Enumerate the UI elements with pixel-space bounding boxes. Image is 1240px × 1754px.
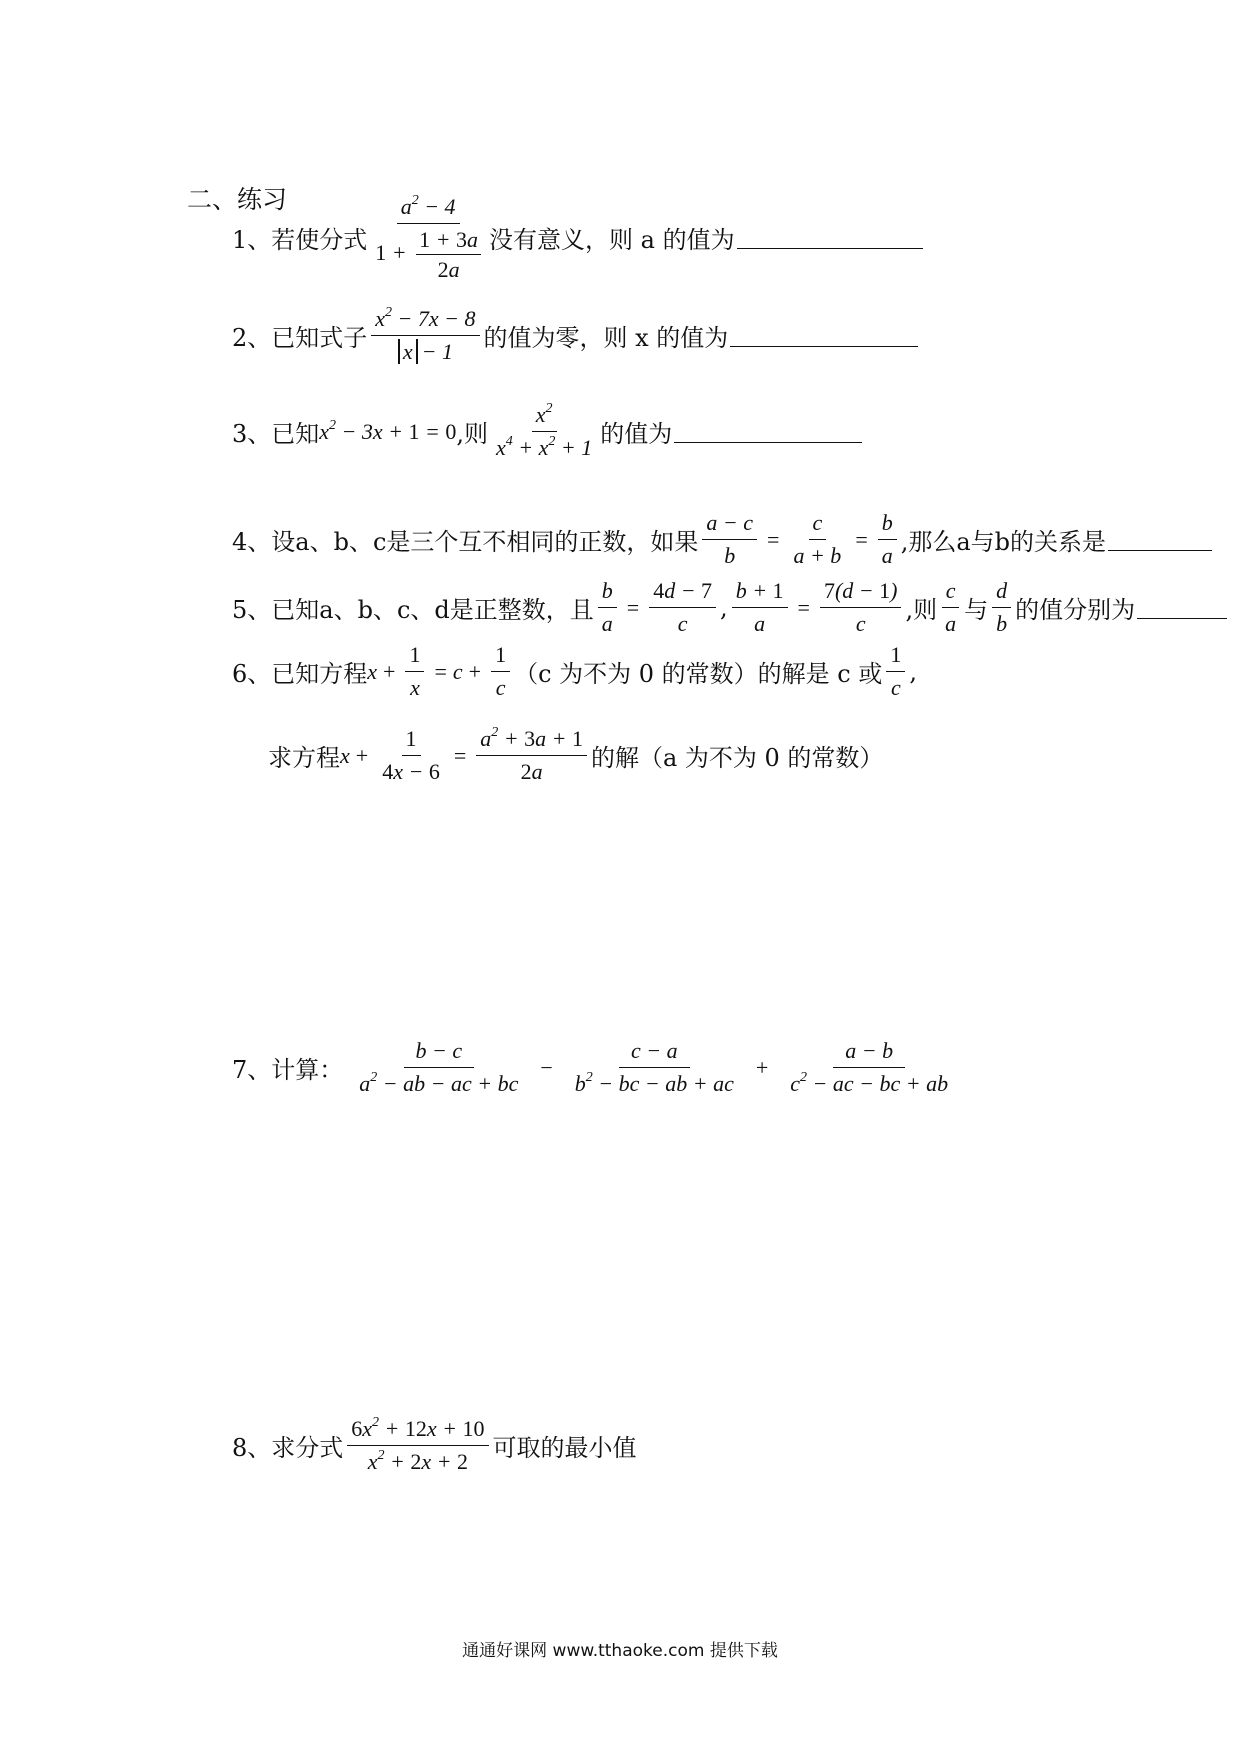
fraction-expression: $\frac{7(d - 1)}{c}$	[820, 578, 902, 638]
problem-3	[232, 402, 862, 462]
fraction-expression: $\frac{c}{a}$	[941, 578, 960, 638]
fraction-expression: $\frac{b}{a}$	[878, 510, 897, 570]
problem-text: 求分式	[271, 1434, 344, 1463]
answer-blank	[730, 324, 918, 347]
problem-text: 的值为零，则 x 的值为	[483, 324, 729, 353]
fraction-expression: $\frac{b - c}{a^2 - ab - ac + bc}$	[359, 1038, 519, 1097]
problem-number: 5、	[232, 596, 272, 625]
problem-text: （c 为不为 0 的常数）的解是 c 或	[514, 660, 883, 689]
answer-blank	[1108, 528, 1212, 551]
problem-text: ,那么a与b的关系是	[900, 528, 1107, 557]
footer-credit: 通通好课网 www.tthaoke.com 提供下载	[462, 1641, 778, 1661]
fraction-expression: $\frac{1}{x}$	[405, 642, 424, 702]
fraction-expression: $\frac{1}{c}$	[886, 642, 905, 702]
problem-text: 的值为	[600, 420, 673, 449]
fraction-expression: $\frac{4d - 7}{c}$	[649, 578, 716, 638]
problem-text: 已知方程	[271, 660, 368, 689]
problem-text: 求方程	[268, 744, 340, 773]
problem-6: 6、 已知方程 x + $\frac{1}{x}$ = c + $\frac{1}{c}$ （c 为不为 0 的常数）的解是 c 或 $\frac{1}{c}$ ,	[232, 642, 918, 701]
fraction-expression: $\frac{a - c}{b}$	[702, 510, 757, 570]
problem-text: ,	[909, 657, 918, 686]
problem-text: 的值分别为	[1015, 596, 1136, 625]
problem-7: 7、 计算： $\frac{b - c}{a^2 - ab - ac + bc}$ − $\frac{c - a}{b^2 - bc - ab + ac}$ + $\frac{a - b}{c^2 - ac - bc + ab}$	[232, 1038, 964, 1098]
fraction-expression: $\frac{d}{b}$	[992, 578, 1011, 638]
problem-text: 与	[964, 596, 989, 625]
problem-text: 若使分式	[271, 226, 368, 255]
problem-number: 8、	[232, 1434, 272, 1463]
fraction-expression: $a^2 - 4$ 1 + $\frac{1 + 3a}{2a}$	[371, 194, 485, 283]
section-title: 二、练习	[187, 185, 288, 214]
problem-number: 3、	[232, 420, 272, 449]
problem-2	[232, 306, 918, 366]
fraction-expression: $\frac{b}{a}$	[598, 578, 617, 638]
problem-number: 4、	[232, 528, 272, 557]
fraction-expression: $\frac{b + 1}{a}$	[732, 578, 788, 638]
problem-8	[232, 1416, 637, 1476]
problem-text: ,则	[456, 420, 489, 449]
problem-1	[232, 194, 923, 283]
fraction-expression: $\frac{a^2 + 3a + 1}{2a}$	[476, 726, 587, 786]
problem-text: 已知	[271, 420, 320, 449]
problem-number: 1、	[232, 226, 272, 255]
problem-text: 已知a、b、c、d是正整数，且	[271, 596, 594, 625]
fraction-expression: $\frac{6x^2 + 12x + 10}{x^2 + 2x + 2}$	[347, 1416, 488, 1476]
problem-number: 7、	[232, 1056, 272, 1085]
problem-text: ,则	[905, 596, 938, 625]
fraction-expression: $\frac{1}{c}$	[491, 642, 510, 702]
problem-5: 5、 已知a、b、c、d是正整数，且 $\frac{b}{a}$ = $\frac{4d - 7}{c}$ , $\frac{b + 1}{a}$ = $\frac{7(d - 1)}{c}$ ,则 $\frac{c}{a}$ 与 $\frac{d}{b}$ 的值分别为	[232, 578, 1227, 638]
problem-number: 2、	[232, 324, 272, 353]
problem-text: 计算：	[271, 1056, 344, 1085]
fraction-expression: $\frac{x^2}{x^4 + x^2 + 1}$	[496, 401, 593, 461]
answer-blank	[737, 226, 923, 249]
fraction-expression: $\frac{c - a}{b^2 - bc - ab + ac}$	[574, 1038, 734, 1097]
problem-number: 6、	[232, 660, 272, 689]
equation: $x^2 - 3x + 1 = 0$	[319, 417, 457, 444]
problem-text: 可取的最小值	[492, 1434, 637, 1463]
problem-4: 4、 设a、b、c是三个互不相同的正数，如果 $\frac{a - c}{b}$ = $\frac{c}{a + b}$ = $\frac{b}{a}$ ,那么a与b的关系是	[232, 510, 1212, 570]
fraction-expression: $\frac{c}{a + b}$	[793, 510, 842, 569]
problem-text: 已知式子	[271, 324, 368, 353]
fraction-expression: $\frac{1}{4x - 6}$	[382, 726, 440, 785]
problem-text: ,	[720, 593, 728, 622]
problem-text: 的解（a 为不为 0 的常数）	[590, 744, 884, 773]
problem-text: 没有意义，则 a 的值为	[489, 226, 735, 255]
fraction-expression: $\frac{a - b}{c^2 - ac - bc + ab}$	[790, 1038, 949, 1097]
problem-text: 设a、b、c是三个互不相同的正数，如果	[271, 528, 699, 557]
answer-blank	[1137, 596, 1227, 619]
answer-blank	[674, 420, 862, 443]
problem-6-line-2: 求方程 x + $\frac{1}{4x - 6}$ = $\frac{a^2 + 3a + 1}{2a}$ 的解（a 为不为 0 的常数）	[268, 725, 884, 785]
fraction-expression: $\frac{x^2 - 7x - 8}{x - 1}$	[371, 306, 479, 366]
